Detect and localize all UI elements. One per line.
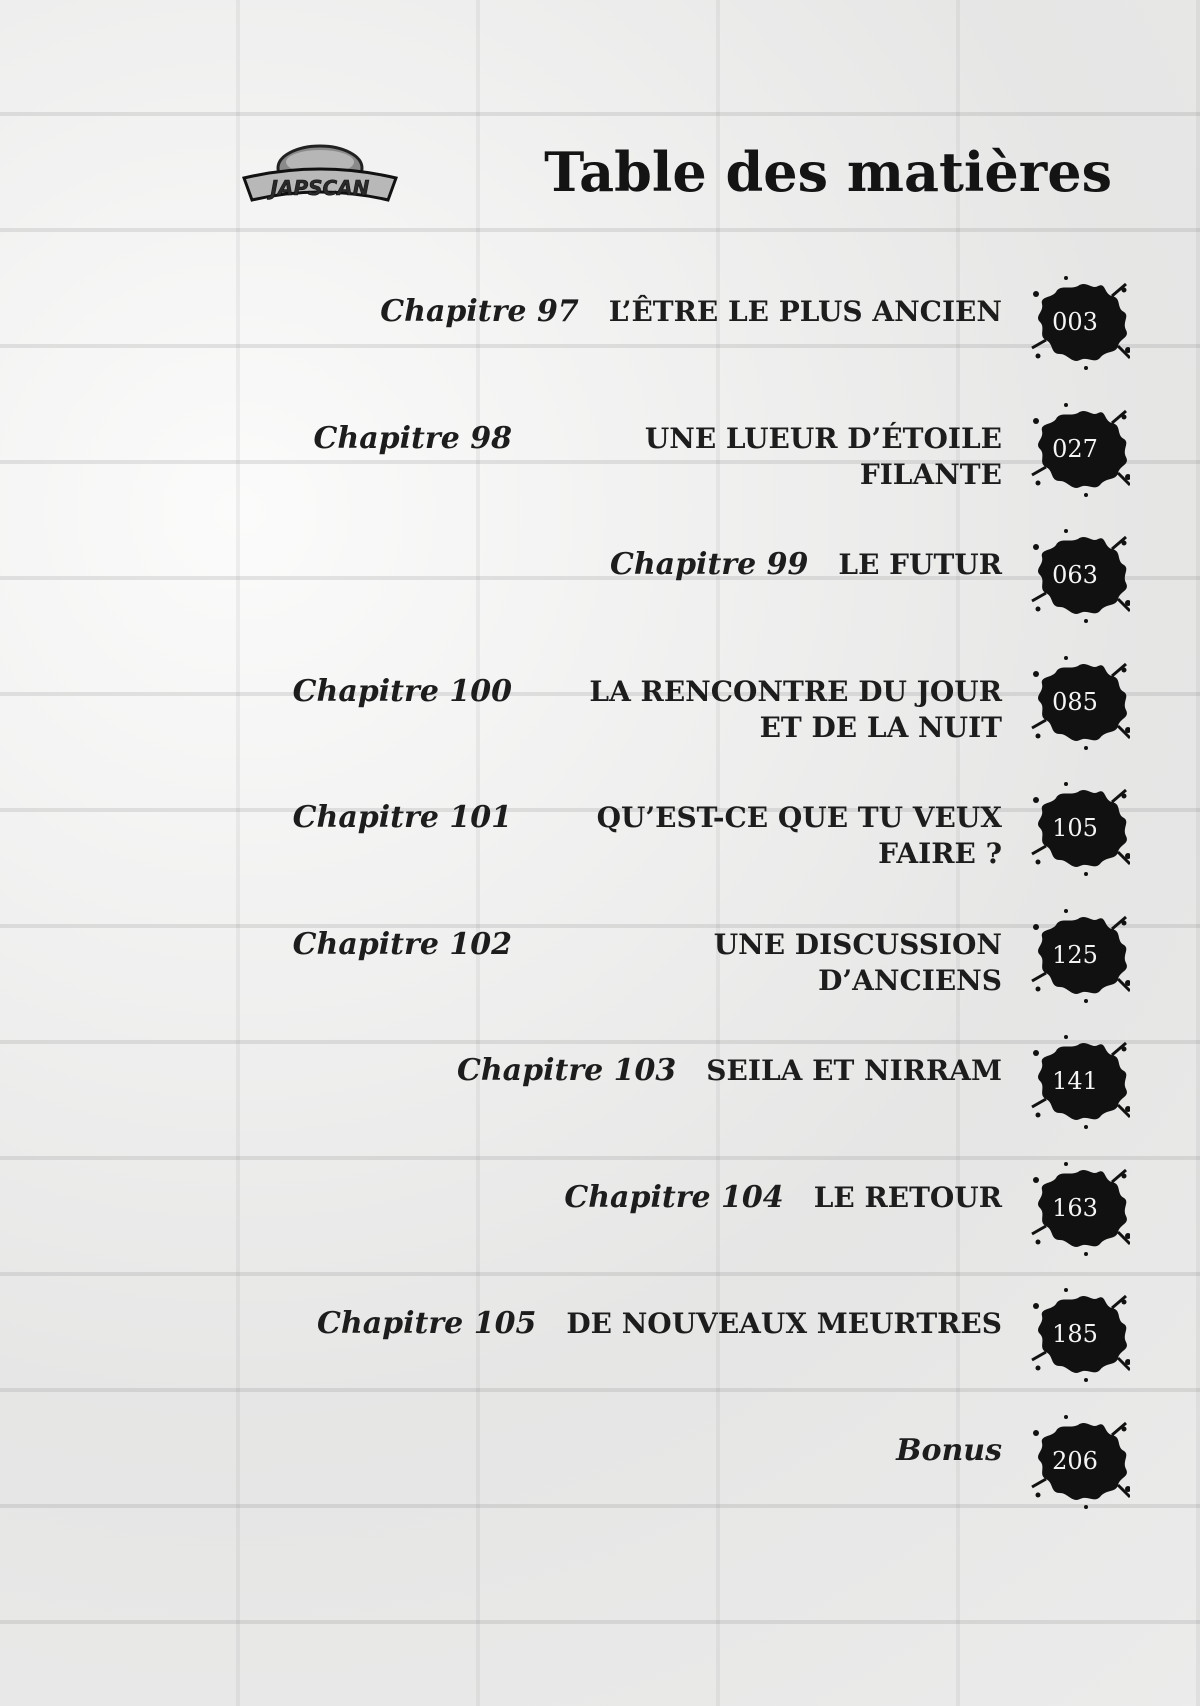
page-number-badge	[1026, 1284, 1130, 1384]
chapter-title: SEILA ET NIRRAM	[706, 1054, 1002, 1087]
page-number: 141	[1052, 1067, 1098, 1095]
chapter-label: Chapitre 105	[317, 1306, 537, 1341]
chapter-label: Chapitre 102	[292, 926, 512, 962]
toc-entry[interactable]	[100, 525, 1130, 625]
page-title: Table des matières	[544, 140, 1112, 204]
chapter-label: Chapitre 98	[313, 420, 512, 456]
toc-entry[interactable]	[100, 778, 1130, 878]
toc-entry-text	[896, 1411, 1002, 1511]
page-number-badge	[1026, 1031, 1130, 1131]
toc-entry-text	[293, 905, 1002, 1005]
page-number-badge	[1026, 652, 1130, 752]
chapter-label: Chapitre 103	[456, 1053, 677, 1088]
page-number: 085	[1052, 687, 1098, 716]
toc-entry[interactable]	[100, 272, 1130, 372]
chapter-label: Chapitre 97	[380, 294, 579, 329]
chapter-label: Chapitre 104	[564, 1179, 784, 1215]
page-number-badge	[1026, 399, 1130, 499]
page-number-badge	[1026, 905, 1130, 1005]
toc-entry[interactable]	[100, 652, 1130, 752]
chapter-title: LE RETOUR	[813, 1180, 1002, 1214]
chapter-label: Chapitre 99	[609, 547, 809, 582]
page-number: 185	[1052, 1320, 1098, 1348]
page-number-badge	[1026, 272, 1130, 372]
chapter-title: LA RENCONTRE DU JOUR ET DE LA NUIT	[589, 674, 1002, 744]
toc-entry[interactable]	[100, 905, 1130, 1005]
chapter-label: Chapitre 100	[292, 673, 512, 709]
toc-entry-text	[293, 778, 1002, 878]
toc-entry-text	[380, 272, 1002, 372]
toc-entry-text	[314, 399, 1002, 499]
page-number: 003	[1052, 308, 1098, 336]
page-number-badge	[1026, 525, 1130, 625]
toc-entry[interactable]	[100, 399, 1130, 499]
toc-entry[interactable]	[100, 1031, 1130, 1131]
toc-entry-text	[293, 652, 1002, 752]
logo-text: JAPSCAN	[270, 176, 370, 200]
page-number: 105	[1052, 814, 1098, 842]
chapter-label: Bonus	[896, 1432, 1002, 1468]
page-number: 163	[1052, 1193, 1098, 1222]
page-number-badge	[1026, 778, 1130, 878]
toc-entry-text	[610, 525, 1002, 625]
page-number: 027	[1052, 434, 1098, 463]
chapter-title: L’ÊTRE LE PLUS ANCIEN	[608, 295, 1002, 328]
page-number: 206	[1052, 1446, 1098, 1475]
toc-entry[interactable]	[100, 1411, 1130, 1511]
toc-entry-text	[564, 1158, 1002, 1258]
chapter-title: LE FUTUR	[838, 548, 1002, 581]
page-number-badge	[1026, 1158, 1130, 1258]
chapter-title: QU’EST-CE QUE TU VEUX FAIRE ?	[596, 801, 1002, 870]
chapter-label: Chapitre 101	[292, 800, 512, 835]
page-number: 063	[1052, 561, 1098, 589]
toc-entry-text	[317, 1284, 1002, 1384]
toc-entry[interactable]	[100, 1284, 1130, 1384]
toc-entry[interactable]	[100, 1158, 1130, 1258]
page-number: 125	[1052, 940, 1098, 969]
chapter-title: DE NOUVEAUX MEURTRES	[566, 1307, 1002, 1340]
chapter-title: UNE LUEUR D’ÉTOILE FILANTE	[644, 421, 1002, 491]
page-number-badge	[1026, 1411, 1130, 1511]
chapter-title: UNE DISCUSSION D’ANCIENS	[713, 927, 1002, 997]
toc-entry-text	[457, 1031, 1002, 1131]
